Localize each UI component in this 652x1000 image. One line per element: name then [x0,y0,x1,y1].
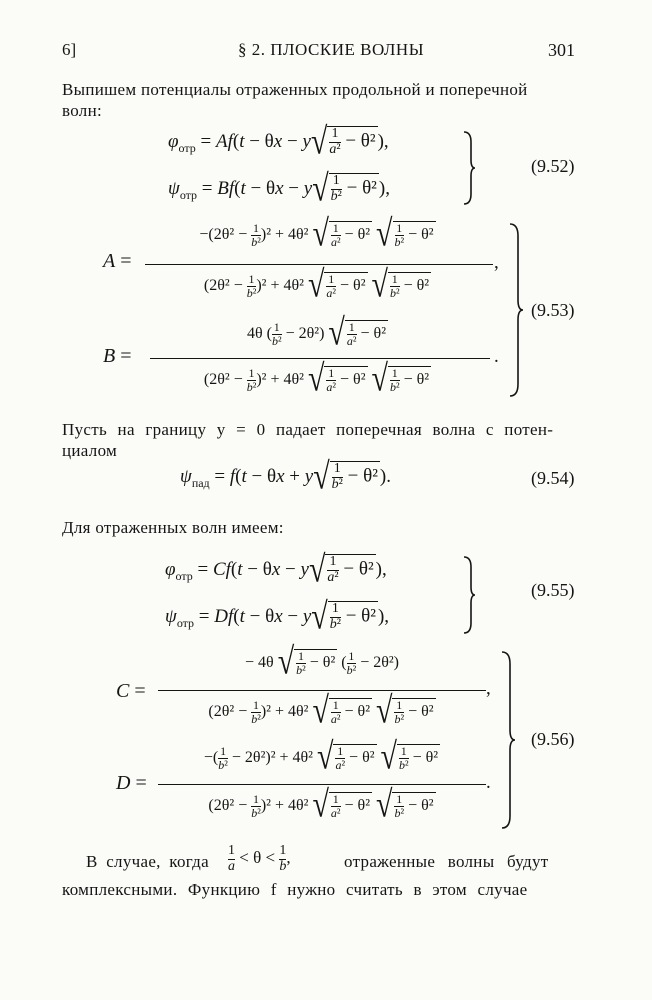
period: . [486,772,491,793]
paragraph-line: отраженные волны будут [344,852,549,871]
paragraph-line: волн: [62,101,102,120]
equation-9-56-C-lhs: C = [116,680,146,702]
inline-condition: $\frac{1}{a}$ < θ < $\frac{1}{b}$ , [228,843,291,874]
equation-9-52-psi: $\psi_{отр} = Bf(t - \theta x - y√$ $\frac{1}{\text{b²}}$ − θ² ), [168,167,390,209]
equation-9-53-A-lhs: A = [103,250,132,272]
equation-9-55-psi: $\psi_{отр} = Df(t - \theta x - y√$ $\frac{1}{\text{b²}}$ − θ² ), [165,595,390,637]
equation-9-52-phi: $\varphi_{отр} = Af(t - \theta x - y√$ $\frac{1}{\text{a²}}$ − θ² ), [168,120,389,162]
equation-9-53-B-lhs: B = [103,345,132,367]
paragraph-line: В случае, когда [86,852,209,871]
equation-number: (9.54) [531,468,575,488]
running-header: § 2. ПЛОСКИЕ ВОЛНЫ [238,40,425,59]
equation-9-56-D-lhs: D = [116,772,147,794]
equation-9-53-A-denominator: (2θ² − $\frac{1}{\text{b²}}$ )² + 4θ² √ $\frac{1}{\text{a²}}$ − θ² √ $\frac{1}{\text{b²}}$ − θ² [203,263,430,305]
paragraph-line: Выпишем потенциалы отраженных продольной и поперечной [62,80,528,99]
page-number: 301 [548,40,575,60]
equation-9-53-A-numerator: −(2θ² − $\frac{1}{\text{b²}}$ )² + 4θ² √ $\frac{1}{\text{a²}}$ − θ² √ $\frac{1}{\text{b²}}$ − θ² [199,212,434,254]
right-brace [462,555,476,635]
equation-number: (9.52) [531,156,575,176]
paragraph-line: Для отраженных волн имеем: [62,518,284,537]
equation-9-54: $\psi_{пад} = f(t - \theta x + y√$ $\frac{1}{\text{b²}}$ − θ² ). [180,455,391,497]
equation-9-55-phi: $\varphi_{отр} = Cf(t - \theta x - y√$ $\frac{1}{\text{a²}}$ − θ² ), [165,548,387,590]
paragraph-line: Пусть на границу y = 0 падает поперечная волна с потен- [62,420,554,439]
right-brace [500,650,516,830]
period: . [494,346,499,367]
equation-9-56-C-denominator: (2θ² − $\frac{1}{\text{b²}}$ )² + 4θ² √ $\frac{1}{\text{a²}}$ − θ² √ $\frac{1}{\text{b²}}$ − θ² [208,689,434,731]
equation-9-53-B-denominator: (2θ² − $\frac{1}{\text{b²}}$ )² + 4θ² √ $\frac{1}{\text{a²}}$ − θ² √ $\frac{1}{\text{b²}}$ − θ² [203,357,430,399]
equation-number: (9.56) [531,729,575,749]
page-section-number: 6] [62,40,77,59]
paragraph-line: циалом [62,441,118,460]
paragraph-line: комплексными. Функцию f нужно считать в этом случае [62,880,528,899]
equation-number: (9.55) [531,580,575,600]
equation-9-53-B-numerator: 4θ ( $\frac{1}{\text{b²}}$ − 2θ²) √ $\frac{1}{\text{a²}}$ − θ² [247,311,386,353]
comma: , [486,678,491,699]
equation-number: (9.53) [531,300,575,320]
equation-9-56-D-numerator: −( $\frac{1}{\text{b²}}$ − 2θ²)² + 4θ² √ $\frac{1}{\text{a²}}$ − θ² √ $\frac{1}{\text{b²}}$ − θ² [203,735,439,777]
right-brace [462,130,476,206]
equation-9-56-C-numerator: − 4θ √ $\frac{1}{\text{b²}}$ − θ² ( $\frac{1}{\text{b²}}$ − 2θ²) [245,640,399,682]
comma: , [494,252,499,273]
right-brace [508,222,524,398]
equation-9-56-D-denominator: (2θ² − $\frac{1}{\text{b²}}$ )² + 4θ² √ $\frac{1}{\text{a²}}$ − θ² √ $\frac{1}{\text{b²}}$ − θ² [208,783,434,825]
